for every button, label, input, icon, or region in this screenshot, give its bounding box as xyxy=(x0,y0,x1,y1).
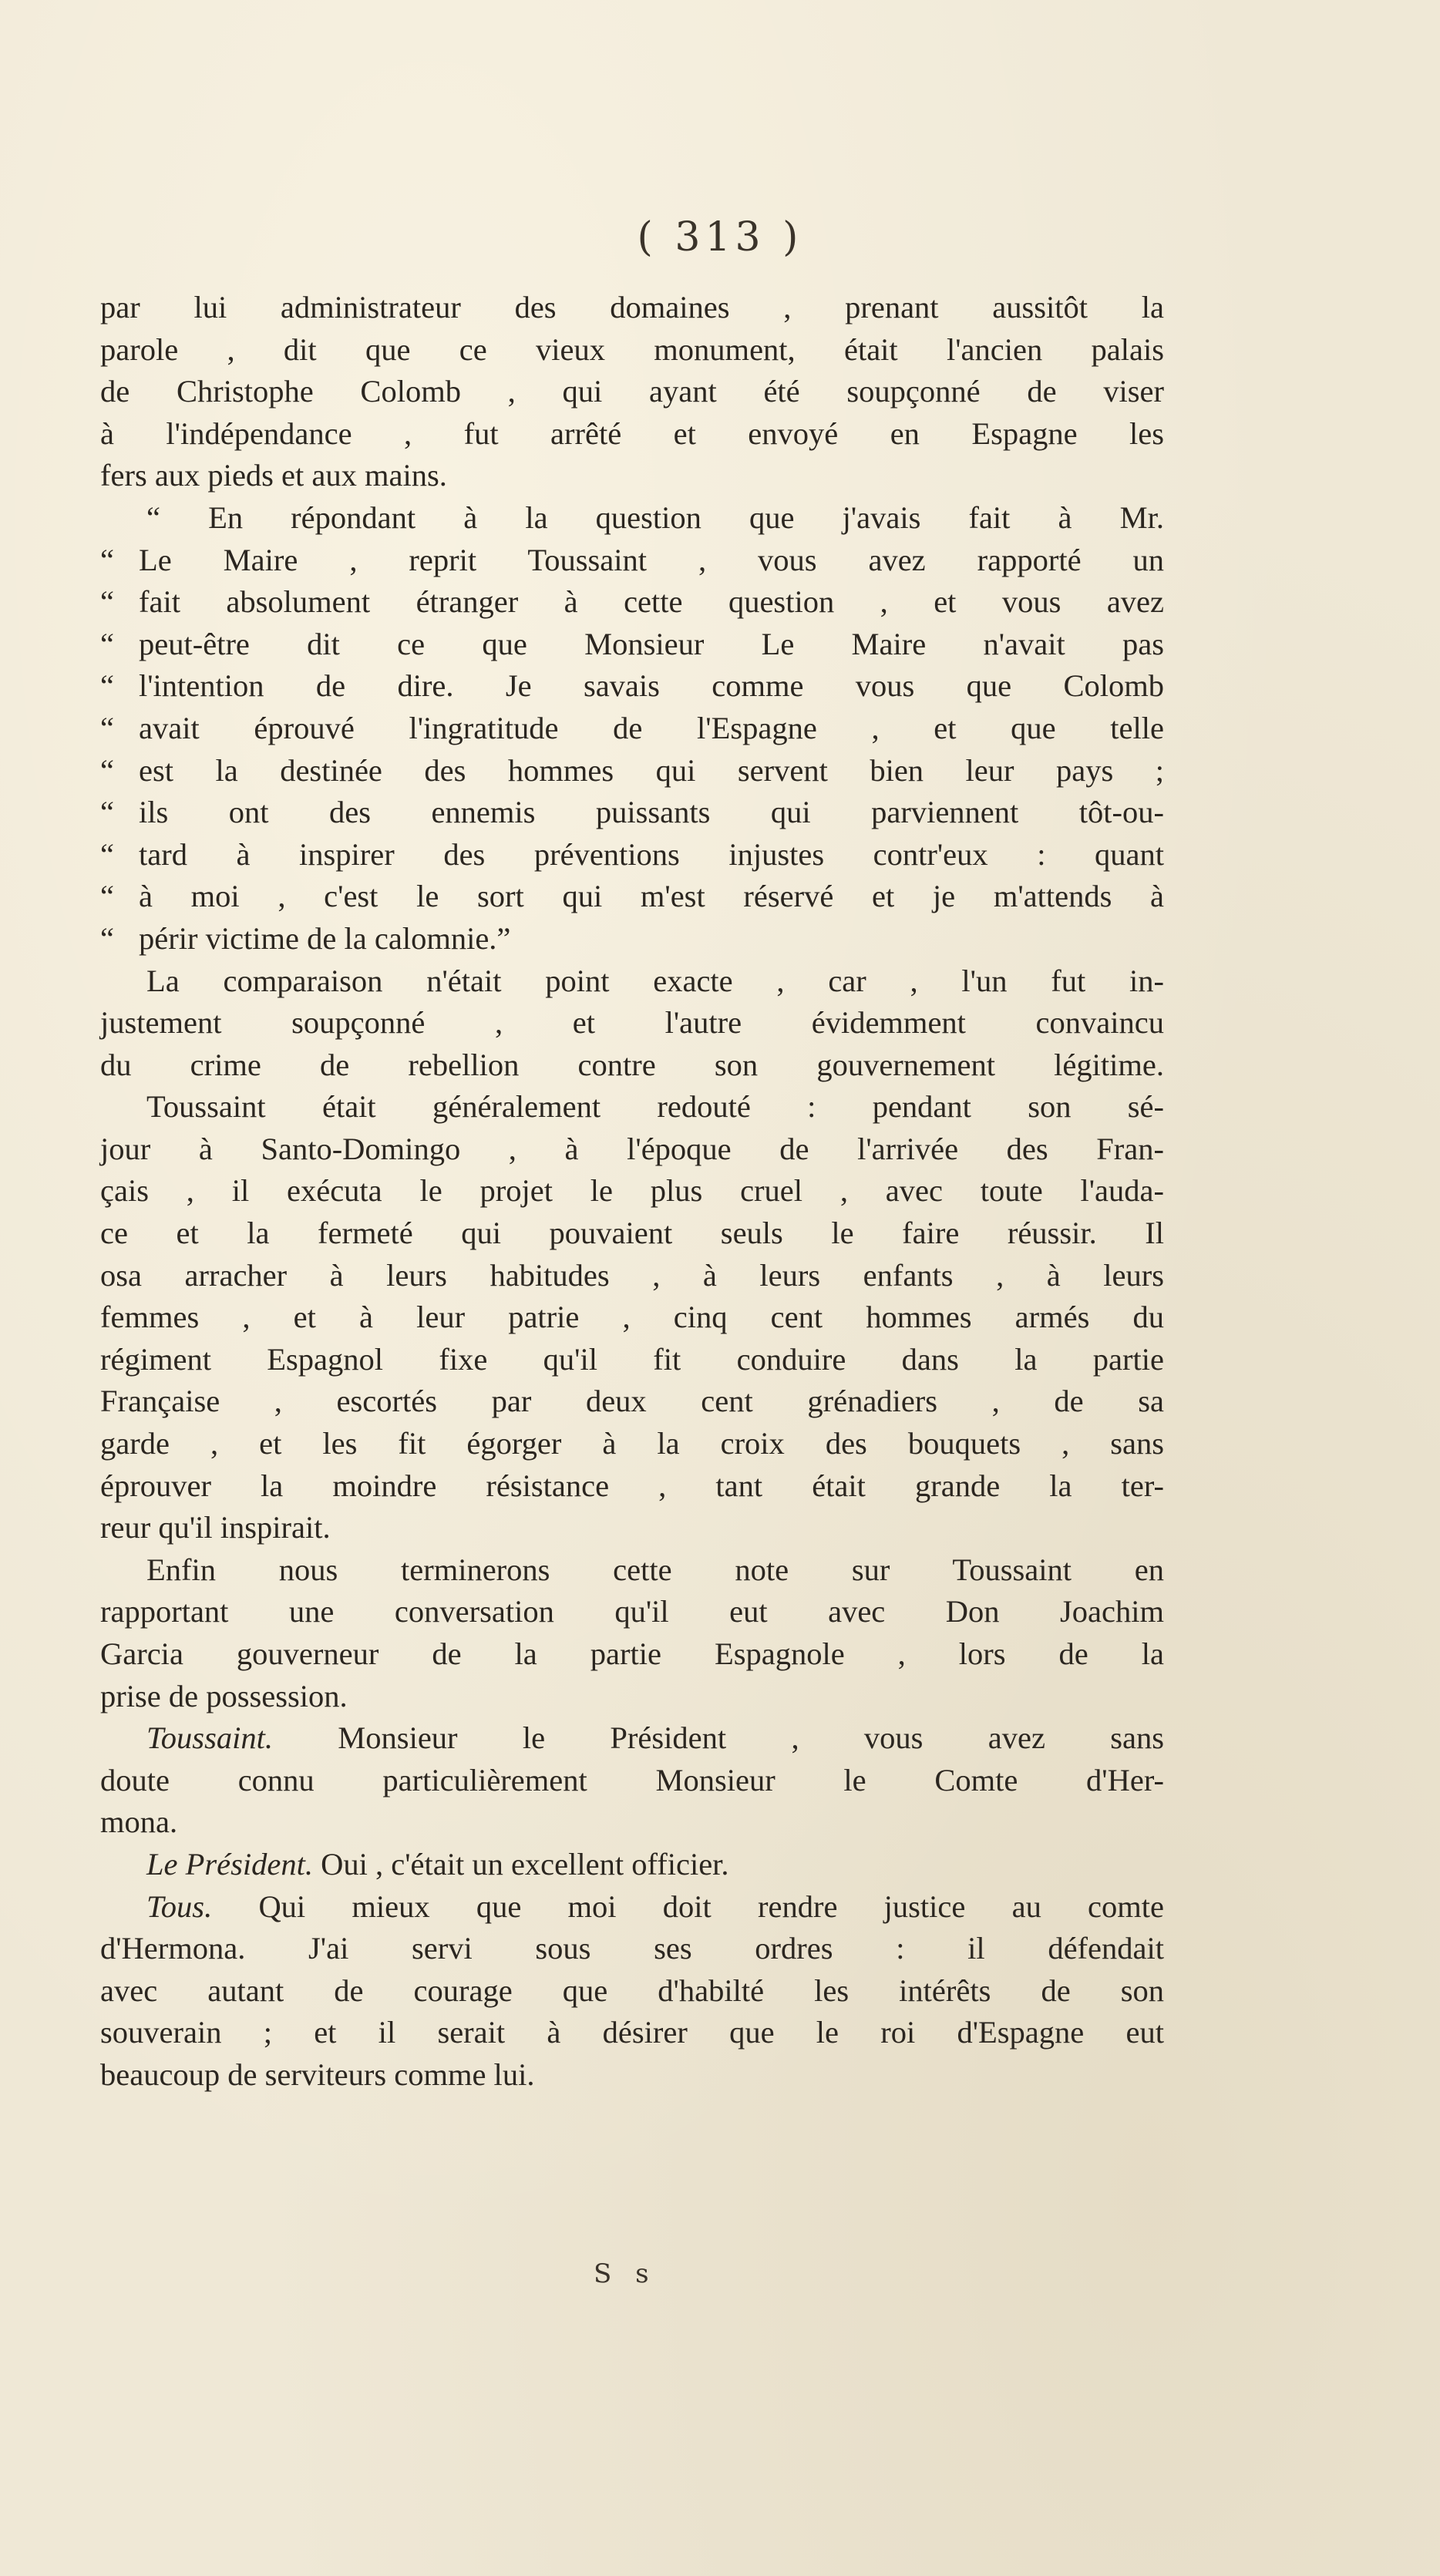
text-line xyxy=(100,455,1164,497)
quoted-line xyxy=(100,581,1164,624)
line-text: mona. xyxy=(100,1804,178,1840)
line-text: de Christophe Colomb , qui ayant été soupçonné de viser xyxy=(100,374,1164,409)
speaker-name: Toussaint. xyxy=(146,1720,273,1756)
line-text: à l'indépendance , fut arrêté et envoyé en Espagne les xyxy=(100,415,1164,451)
line-text: Oui , c'était un excellent officier. xyxy=(321,1846,729,1882)
text-line xyxy=(100,1423,1164,1465)
line-text: souverain ; et il serait à désirer que le roi d'Espagne eut xyxy=(100,2015,1164,2050)
dialogue-line xyxy=(100,1717,1164,1760)
quoted-line xyxy=(100,918,1164,960)
quoted-line xyxy=(100,624,1164,666)
line-text: “ En répondant à la question que j'avais fait à Mr. xyxy=(146,499,1164,535)
line-text: peut-être dit ce que Monsieur Le Maire n'avait pas xyxy=(139,626,1164,661)
line-text: l'intention de dire. Je savais comme vous que Colomb xyxy=(139,668,1164,704)
text-line xyxy=(100,1676,1164,1718)
line-text: par lui administrateur des domaines , prenant aussitôt la xyxy=(100,290,1164,325)
text-line xyxy=(100,2012,1164,2054)
line-text: beaucoup de serviteurs comme lui. xyxy=(100,2056,535,2092)
text-line xyxy=(100,1170,1164,1212)
quote-mark: “ xyxy=(100,879,114,914)
line-text: justement soupçonné , et l'autre évidemment convaincu xyxy=(100,1005,1164,1041)
line-text: Française , escortés par deux cent grénadiers , de sa xyxy=(100,1384,1164,1419)
quote-mark: “ xyxy=(100,668,114,704)
line-text: Garcia gouverneur de la partie Espagnole , lors de la xyxy=(100,1636,1164,1671)
line-text: Qui mieux que moi doit rendre justice au comte xyxy=(258,1888,1165,1924)
line-text: éprouver la moindre résistance , tant était grande la ter- xyxy=(100,1468,1164,1503)
quote-mark: “ xyxy=(100,584,114,620)
line-text: La comparaison n'était point exacte , car , l'un fut in- xyxy=(146,963,1164,998)
line-text: rapportant une conversation qu'il eut avec Don Joachim xyxy=(100,1594,1164,1629)
quoted-line xyxy=(100,792,1164,834)
quote-mark: “ xyxy=(100,752,114,788)
line-text: d'Hermona. J'ai servi sous ses ordres : il défendait xyxy=(100,1931,1164,1966)
text-line xyxy=(100,1128,1164,1171)
dialogue-line xyxy=(100,1844,1164,1886)
line-text: prise de possession. xyxy=(100,1678,348,1713)
text-line xyxy=(100,1380,1164,1423)
text-line xyxy=(100,1044,1164,1087)
text-line xyxy=(100,371,1164,413)
quoted-line xyxy=(100,876,1164,918)
signature-mark: S s xyxy=(594,2258,657,2289)
line-text: ils ont des ennemis puissants qui parviennent tôt-ou- xyxy=(139,795,1164,830)
line-text: à moi , c'est le sort qui m'est réservé et je m'attends à xyxy=(139,879,1164,914)
line-text: régiment Espagnol fixe qu'il fit conduire dans la partie xyxy=(100,1341,1164,1377)
line-text: avait éprouvé l'ingratitude de l'Espagne , et que telle xyxy=(139,710,1164,745)
line-text: Le Maire , reprit Toussaint , vous avez rapporté un xyxy=(139,542,1164,577)
text-line xyxy=(100,1970,1164,2013)
line-text: doute connu particulièrement Monsieur le Comte d'Her- xyxy=(100,1762,1164,1797)
text-line xyxy=(100,1002,1164,1044)
speaker-name: Le Président. xyxy=(146,1846,313,1882)
text-line xyxy=(100,1549,1164,1592)
text-line xyxy=(100,1086,1164,1128)
line-text: femmes , et à leur patrie , cinq cent hommes armés du xyxy=(100,1300,1164,1335)
line-text: avec autant de courage que d'habilté les intérêts de son xyxy=(100,1972,1164,2008)
text-line xyxy=(100,1339,1164,1381)
text-line xyxy=(100,2054,1164,2097)
text-line xyxy=(100,329,1164,372)
line-text: fers aux pieds et aux mains. xyxy=(100,458,447,493)
text-line xyxy=(100,1801,1164,1844)
text-line xyxy=(100,1507,1164,1549)
text-line xyxy=(100,287,1164,329)
quote-mark: “ xyxy=(100,836,114,872)
line-text: est la destinée des hommes qui servent bien leur pays ; xyxy=(139,752,1164,788)
speaker-name: Tous. xyxy=(146,1888,213,1924)
quoted-line xyxy=(100,750,1164,792)
line-text: çais , il exécuta le projet le plus cruel , avec toute l'auda- xyxy=(100,1173,1164,1209)
text-line xyxy=(100,960,1164,1003)
line-text: garde , et les fit égorger à la croix des bouquets , sans xyxy=(100,1426,1164,1461)
quoted-line xyxy=(100,540,1164,582)
line-text: Monsieur le Président , vous avez sans xyxy=(338,1720,1164,1756)
text-line xyxy=(100,1760,1164,1802)
text-line xyxy=(100,1296,1164,1339)
quote-mark: “ xyxy=(100,626,114,661)
line-text: du crime de rebellion contre son gouvernement légitime. xyxy=(100,1047,1164,1082)
text-line xyxy=(100,413,1164,456)
quoted-line xyxy=(100,834,1164,876)
line-text: parole , dit que ce vieux monument, était l'ancien palais xyxy=(100,331,1164,367)
text-line xyxy=(100,1591,1164,1633)
text-line xyxy=(100,1212,1164,1255)
text-line xyxy=(100,1633,1164,1676)
page-number-header: ( 313 ) xyxy=(637,214,803,261)
line-text: reur qu'il inspirait. xyxy=(100,1510,331,1545)
quote-mark: “ xyxy=(100,920,114,956)
line-text: osa arracher à leurs habitudes , à leurs enfants , à leurs xyxy=(100,1257,1164,1293)
quoted-line xyxy=(100,708,1164,750)
line-text: fait absolument étranger à cette question , et vous avez xyxy=(139,584,1164,620)
quoted-line xyxy=(100,665,1164,708)
line-text: jour à Santo-Domingo , à l'époque de l'arrivée des Fran- xyxy=(100,1131,1164,1166)
line-text: ce et la fermeté qui pouvaient seuls le faire réussir. Il xyxy=(100,1216,1164,1251)
dialogue-line xyxy=(100,1886,1164,1929)
text-line xyxy=(100,1255,1164,1297)
quote-mark: “ xyxy=(100,795,114,830)
text-line xyxy=(100,497,1164,540)
body-text xyxy=(100,287,1164,2097)
text-line xyxy=(100,1465,1164,1508)
line-text: Toussaint était généralement redouté : pendant son sé- xyxy=(146,1089,1164,1125)
quote-mark: “ xyxy=(100,542,114,577)
text-line xyxy=(100,1928,1164,1970)
line-text: Enfin nous terminerons cette note sur Toussaint en xyxy=(146,1552,1164,1587)
line-text: périr victime de la calomnie.” xyxy=(139,920,511,956)
line-text: tard à inspirer des préventions injustes contr'eux : quant xyxy=(139,836,1164,872)
quote-mark: “ xyxy=(100,710,114,745)
